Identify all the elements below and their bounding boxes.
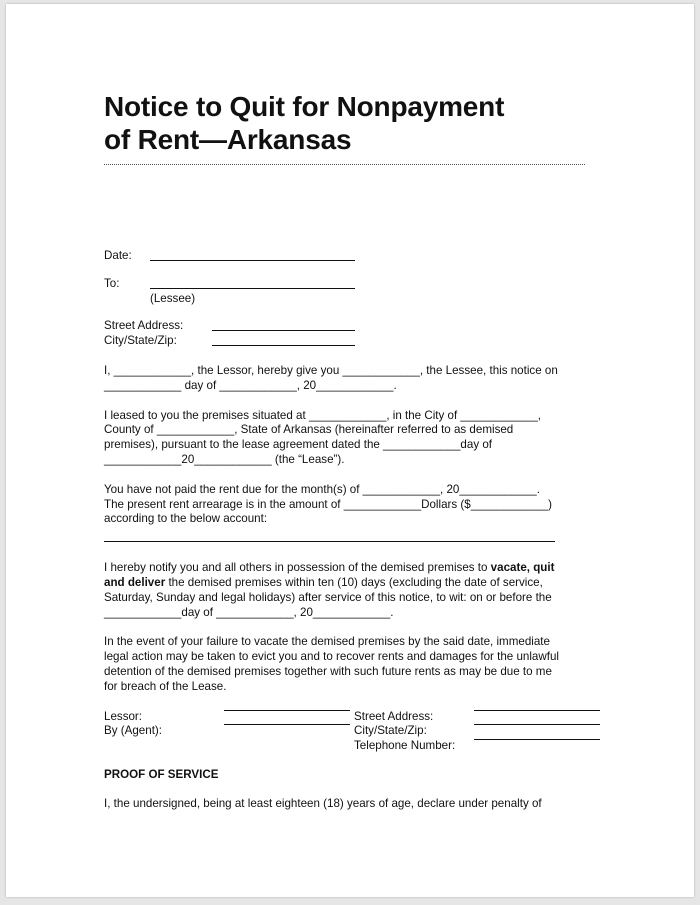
agent-line	[224, 724, 350, 725]
para2-line-1: I leased to you the premises situated at ____________, in the City of ____________,	[104, 408, 542, 422]
sig-row-2	[104, 724, 604, 739]
city-line	[212, 334, 355, 346]
title-line-2: of Rent—Arkansas	[104, 124, 352, 155]
date-line	[150, 249, 355, 261]
para5-line-2: legal action may be taken to evict you and to recover rents and damages for the unlawful	[104, 650, 559, 664]
lessee-label: (Lessee)	[150, 291, 196, 305]
para2-line-2: County of ____________, State of Arkansas (hereinafter referred to as demised	[104, 423, 514, 437]
para2-line-4: ____________20____________ (the “Lease”).	[104, 452, 345, 466]
title-line-1: Notice to Quit for Nonpayment	[104, 91, 505, 122]
para4-bold-2: and deliver	[104, 575, 166, 589]
date-label: Date:	[104, 249, 132, 262]
para3-line-1: You have not paid the rent due for the month(s) of ____________, 20____________.	[104, 482, 540, 496]
sig-city-line	[474, 724, 600, 725]
para4-line-1	[104, 561, 604, 576]
para1-line-1: I, ____________, the Lessor, hereby give you ____________, the Lessee, this notice on	[104, 363, 558, 377]
sig-street-label: Street Address:	[354, 709, 434, 723]
para4-line-2	[104, 576, 604, 591]
proof-line-1: I, the undersigned, being at least eighteen (18) years of age, declare under penalty of	[104, 796, 542, 810]
sig-city-label: City/State/Zip:	[354, 724, 427, 738]
para4-line-4: ____________day of ____________, 20____________.	[104, 605, 394, 619]
para5-line-4: for breach of the Lease.	[104, 679, 227, 693]
document-body	[104, 249, 604, 812]
para1-line-2: ____________ day of ____________, 20____________.	[104, 378, 397, 392]
para3-line-3: according to the below account:	[104, 512, 268, 526]
document-title	[104, 90, 624, 156]
agent-label: By (Agent):	[104, 724, 162, 738]
para3-line-2: The present rent arrearage is in the amount of ____________Dollars ($____________)	[104, 497, 552, 511]
proof-heading: PROOF OF SERVICE	[104, 767, 219, 781]
street-line	[212, 319, 355, 331]
title-divider	[104, 164, 585, 165]
para4-line-3: Saturday, Sunday and legal holidays) after service of this notice, to wit: on or before the	[104, 590, 552, 604]
sig-street-line	[474, 710, 600, 711]
phone-label: Telephone Number:	[354, 739, 456, 753]
sig-row-3	[104, 739, 604, 754]
to-row	[104, 277, 604, 292]
lessor-label: Lessor:	[104, 709, 143, 723]
street-label: Street Address:	[104, 319, 184, 333]
city-label: City/State/Zip:	[104, 334, 177, 348]
lessor-line	[224, 710, 350, 711]
para5-line-3: detention of the demised premises together with such future rents as may be due to me	[104, 664, 552, 678]
to-label: To:	[104, 276, 120, 290]
sig-row-1	[104, 710, 604, 725]
city-row	[104, 334, 604, 349]
para5-line-1: In the event of your failure to vacate the demised premises by the said date, immediate	[104, 635, 550, 649]
para4-line-2-rest: the demised premises within ten (10) days (excluding the date of service,	[165, 575, 543, 589]
document-page	[6, 4, 694, 897]
para4-pre: I hereby notify you and all others in possession of the demised premises to	[104, 561, 491, 575]
para4-bold-1: vacate, quit	[490, 561, 555, 575]
street-row	[104, 319, 604, 334]
phone-line	[474, 739, 600, 740]
lessee-row	[104, 292, 604, 307]
para2-line-3: premises), pursuant to the lease agreement dated the ____________day of	[104, 438, 493, 452]
date-row	[104, 249, 604, 264]
to-line	[150, 277, 355, 289]
